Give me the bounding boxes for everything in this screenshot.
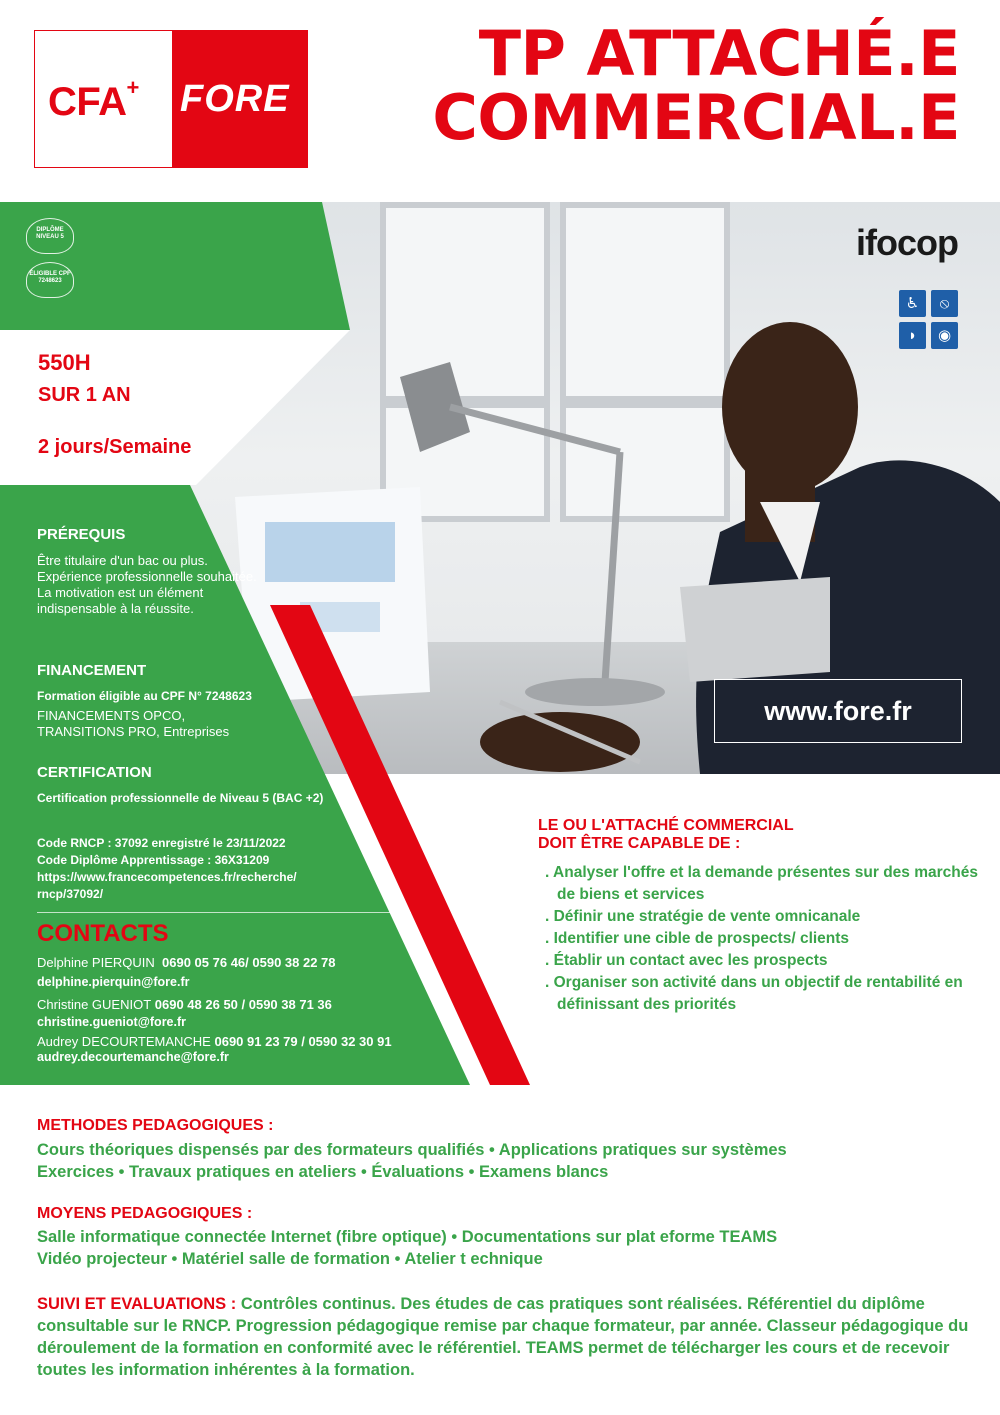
certification-codes — [37, 835, 382, 903]
contact-email[interactable]: delphine.pierquin@fore.fr — [37, 975, 190, 989]
rncp-url-2[interactable]: rncp/37092/ — [37, 887, 104, 901]
contact-email[interactable]: audrey.decourtemanche@fore.fr — [37, 1050, 229, 1064]
contacts-title: CONTACTS — [37, 920, 169, 947]
divider — [37, 912, 411, 913]
financement-cpf: Formation éligible au CPF N° 7248623 — [37, 689, 252, 703]
website-link[interactable]: www.fore.fr — [764, 696, 912, 726]
page-title — [432, 17, 960, 154]
list-item: . Identifier une cible de prospects/ clients — [545, 930, 850, 947]
moyens-text: Salle informatique connectée Internet (fibre optique) • Documentations sur plat eforme TEAMS Vidéo projecteur • Matériel salle de formation • Atelier t echnique — [37, 1228, 778, 1268]
methodes-text: Cours théoriques dispensés par des formateurs qualifiés • Applications pratiques sur systèmes Exercices • Travaux pratiques en ateliers • Évaluations • Examens blancs — [37, 1141, 787, 1181]
certification-title: CERTIFICATION — [37, 764, 152, 781]
diplome-badge: DIPLÔME NIVEAU 5 — [26, 218, 74, 254]
contact-email[interactable]: christine.gueniot@fore.fr — [37, 1015, 187, 1029]
prerequis-text: Être titulaire d'un bac ou plus. Expérience professionnelle souhaitée. La motivation est un élément indispensable à la réussite. — [37, 553, 257, 616]
lamp-base — [525, 678, 665, 706]
laptop — [680, 577, 830, 682]
capabilities-list — [545, 862, 985, 1016]
person-hand — [480, 712, 640, 772]
rncp-code: Code RNCP : 37092 enregistré le 23/11/2022 — [37, 836, 286, 850]
logo-cfa: CFA+ — [48, 74, 139, 124]
cpf-badge: ÉLIGIBLE CPF 7248623 — [26, 262, 74, 298]
suivi-text: Contrôles continus. Des études de cas pratiques sont réalisées. Référentiel du diplôme consultable sur le RNCP. Progression pédagogique remise par chaque formateur, par année. Classeur pédagogique du déroulement de la formation en conformité avec le référentiel. TEAMS permet de télécharger les cours et de recevoir toutes les information inhérentes à la formation. — [37, 1295, 969, 1379]
list-item: . Analyser l'offre et la demande présentes sur des marchés de biens et services — [545, 864, 978, 903]
methodes-title: METHODES PEDAGOGIQUES : — [37, 1117, 274, 1134]
financement-text: FINANCEMENTS OPCO, TRANSITIONS PRO, Entreprises — [37, 708, 230, 739]
duration-hours: 550H — [38, 350, 91, 375]
moyens-title: MOYENS PEDAGOGIQUES : — [37, 1205, 253, 1222]
prerequis-title: PRÉREQUIS — [37, 526, 126, 543]
hearing-icon: ⦸ — [931, 290, 958, 317]
lamp-stand — [605, 452, 620, 682]
duration-rhythm: 2 jours/Semaine — [38, 436, 192, 458]
document-chart — [265, 522, 395, 582]
contact-name: Christine GUENIOT 0690 48 26 50 / 0590 38 71 36 — [37, 997, 332, 1012]
suivi-paragraph — [37, 1293, 997, 1381]
list-item: . Organiser son activité dans un objectif de rentabilité en définissant des priorités — [545, 974, 963, 1013]
list-item: . Définir une stratégie de vente omnicanale — [545, 908, 861, 925]
suivi-title: SUIVI ET EVALUATIONS : — [37, 1295, 237, 1313]
title-line-1: TP ATTACHÉ.E — [478, 17, 960, 90]
financement-title: FINANCEMENT — [37, 662, 147, 679]
certification-text: Certification professionnelle de Niveau 5 (BAC +2) — [37, 791, 324, 805]
ear-icon: ◗ — [899, 322, 926, 349]
rncp-url-1[interactable]: https://www.francecompetences.fr/recherche/ — [37, 870, 297, 884]
contact-name: Audrey DECOURTEMANCHE 0690 91 23 79 / 0590 32 30 91 — [37, 1034, 392, 1049]
ifocop-logo: ifocop — [856, 222, 958, 263]
contact-name: Delphine PIERQUIN 0690 05 76 46/ 0590 38 22 78 — [37, 955, 336, 970]
logo-fore: FORE — [180, 78, 290, 120]
list-item: . Établir un contact avec les prospects — [545, 952, 828, 969]
capabilities-title: LE OU L'ATTACHÉ COMMERCIAL DOIT ÊTRE CAPABLE DE : — [538, 817, 794, 852]
title-line-2: COMMERCIAL.E — [432, 81, 960, 154]
visual-icon: ◉ — [931, 322, 958, 349]
wheelchair-icon: ♿ — [899, 290, 926, 317]
diplome-code: Code Diplôme Apprentissage : 36X31209 — [37, 853, 270, 867]
duration-period: SUR 1 AN — [38, 384, 131, 406]
lamp-arm — [450, 407, 620, 452]
